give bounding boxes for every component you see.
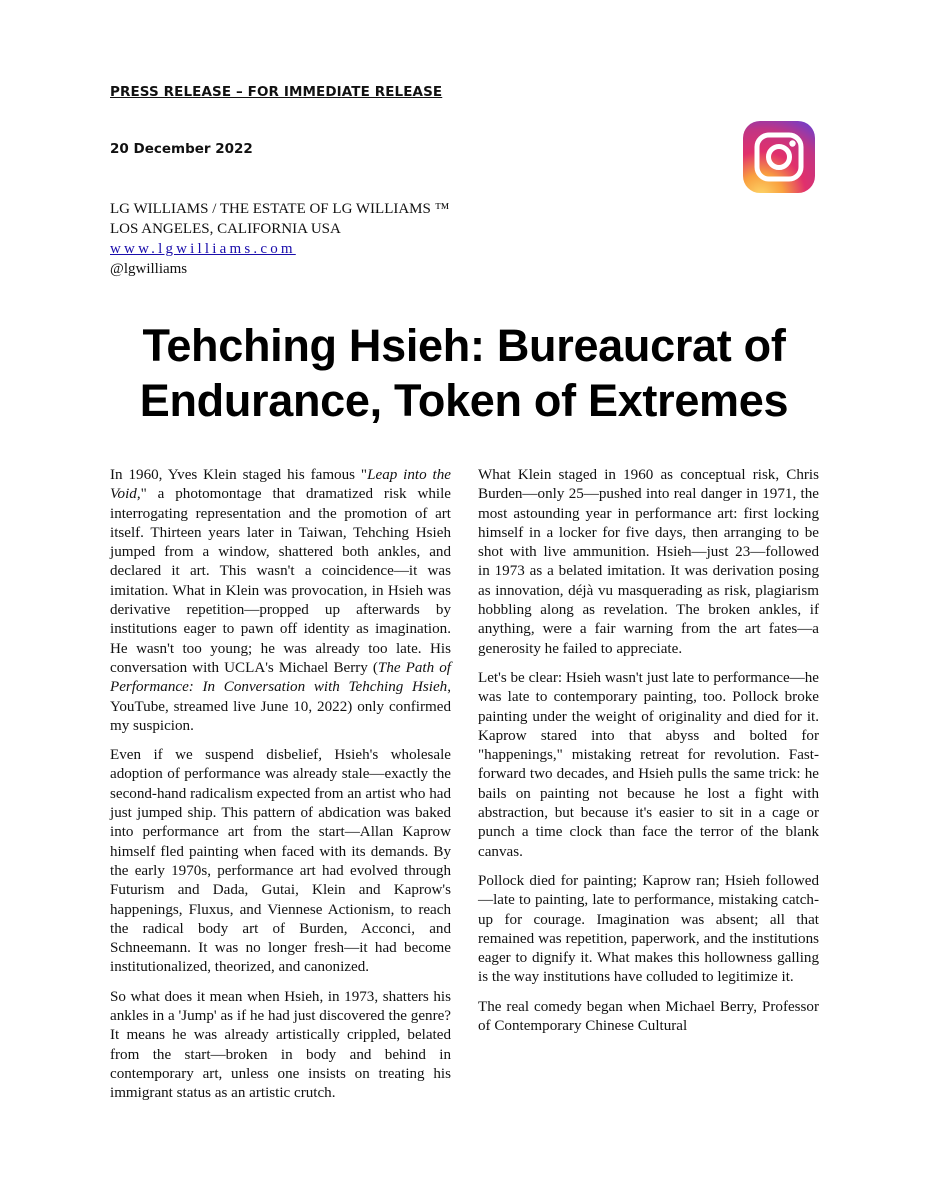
website-link[interactable]: www.lgwilliams.com	[110, 241, 296, 257]
paragraph-2: Even if we suspend disbelief, Hsieh's wholesale adoption of performance was already stale—exactly the second-hand radicalism expected from an artist who had just jumped ship. This pattern of abdication was baked into performance art from the start—Allan Kaprow himself fled painting when faced with its demands. By the early 1970s, performance art had evolved through Futurism and Dada, Gutai, Klein and Kaprow's happenings, Fluxus, and Viennese Actionism, to reach the radical body art of Burden, Acconci, and Schneemann. It was no longer fresh—it had become institutionalized, theorized, and canonized.	[110, 747, 451, 976]
release-date: 20 December 2022	[110, 141, 253, 157]
article-title	[80, 318, 848, 428]
paragraph-4: What Klein staged in 1960 as conceptual risk, Chris Burden—only 25—pushed into real danger in 1971, the most astounding year in performance art: first locking himself in a locker for five days, then arranging to be shot with live ammunition. Hsieh—just 23—followed in 1973 as a belated imitation. It was derivation posing as innovation, déjà vu masquerading as risk, plagiarism hobbling along as revelation. The broken ankles, if anything, were a fair warning from the art fates—a generosity he failed to appreciate.	[478, 467, 819, 657]
paragraph-7: The real comedy began when Michael Berry, Professor of Contemporary Chinese Cultural	[478, 998, 819, 1035]
klein-work-title: Leap into the Void	[110, 467, 452, 503]
org-name: LG WILLIAMS / THE ESTATE OF LG WILLIAMS ™	[110, 201, 450, 217]
social-handle: @lgwilliams	[110, 261, 188, 277]
title-line-2: Endurance, Token of Extremes	[139, 375, 789, 426]
paragraph-6: Pollock died for painting; Kaprow ran; Hsieh followed—late to painting, late to performance, mistaking catch-up for courage. Imagination was absent; all that remained was repetition, paperwork, and the institutions eager to dignify it. What makes this hollowness galling is the way institutions have colluded to legitimize it.	[478, 872, 819, 986]
contact-block	[110, 199, 449, 279]
title-line-1: Tehching Hsieh: Bureaucrat of	[142, 320, 786, 371]
instagram-icon[interactable]	[743, 121, 815, 193]
body-column-right	[478, 466, 819, 1036]
press-release-label: PRESS RELEASE – FOR IMMEDIATE RELEASE	[110, 84, 443, 100]
interview-title: The Path of Performance: In Conversation with Tehching Hsieh	[110, 659, 451, 696]
paragraph-3: So what does it mean when Hsieh, in 1973, shatters his ankles in a 'Jump' as if he had just discovered the genre? It means he was already artistically crippled, belated from the start—broken in body and behind in contemporary art, unless one insists on treating his immigrant status as an artistic crutch.	[110, 988, 451, 1102]
paragraph-5: Let's be clear: Hsieh wasn't just late to performance—he was late to contemporary painting, too. Pollock broke painting under the weight of originality and died for it. Kaprow stared into that abyss and bolted for "happenings," mistaking retreat for revolution. Fast-forward two decades, and Hsieh pulls the same trick: he bails on painting not because he lost a fight with abstraction, but because it's easier to sit in a cage or punch a time clock than face the terror of the blank canvas.	[478, 669, 819, 860]
body-column-left	[110, 466, 451, 1104]
paragraph-1: In 1960, Yves Klein staged his famous "Leap into the Void," a photomontage that dramatized risk while interrogating representation and the promotion of art itself. Thirteen years later in Taiwan, Tehching Hsieh jumped from a window, shattered both ankles, and declared it art. This wasn't a coincidence—it was imitation. What in Klein was provocation, in Hsieh was derivative repetition—propped up afterwards by institutions eager to pawn off identity as imagination. He wasn't too young; he was already too late. His conversation with UCLA's Michael Berry (The Path of Performance: In Conversation with Tehching Hsieh, YouTube, streamed live June 10, 2022) only confirmed my suspicion.	[110, 467, 452, 734]
location: LOS ANGELES, CALIFORNIA USA	[110, 221, 341, 237]
